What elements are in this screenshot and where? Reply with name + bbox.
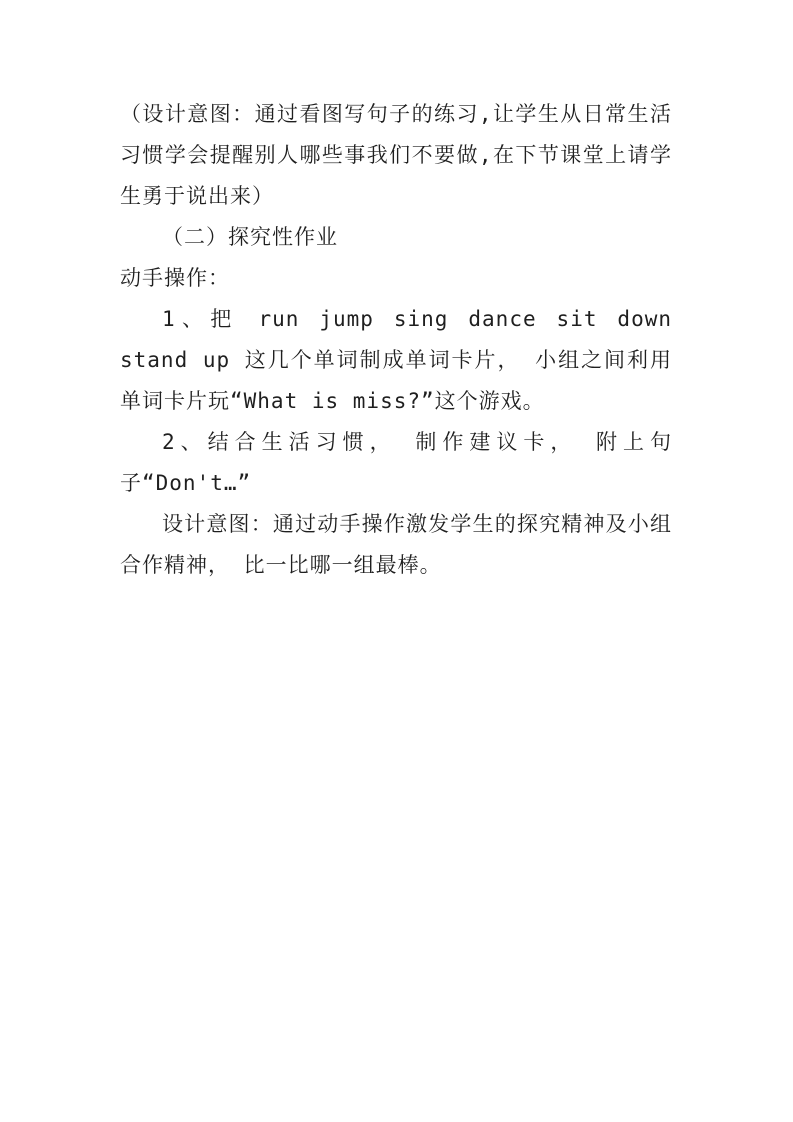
- paragraph-section-heading-exploratory-homework: （二）探究性作业: [162, 225, 338, 249]
- paragraph-hands-on-operation-label: 动手操作：: [120, 266, 230, 290]
- paragraph-design-intent-writing-exercise: （设计意图：通过看图写句子的练习,让学生从日常生活习惯学会提醒别人哪些事我们不要做,在下节课堂上请学生勇于说出来）: [120, 102, 672, 208]
- text-block: [120, 94, 672, 586]
- paragraph-item-2-suggestion-card: 2、结合生活习惯， 制作建议卡， 附上句子“Don't…”: [120, 430, 672, 495]
- paragraph-design-intent-hands-on: 设计意图：通过动手操作激发学生的探究精神及小组合作精神， 比一比哪一组最棒。: [120, 512, 672, 577]
- paragraph-item-1-word-cards: 1、把 run jump sing dance sit down stand up 这几个单词制成单词卡片， 小组之间利用单词卡片玩“What is miss?”这个游戏。: [120, 307, 672, 413]
